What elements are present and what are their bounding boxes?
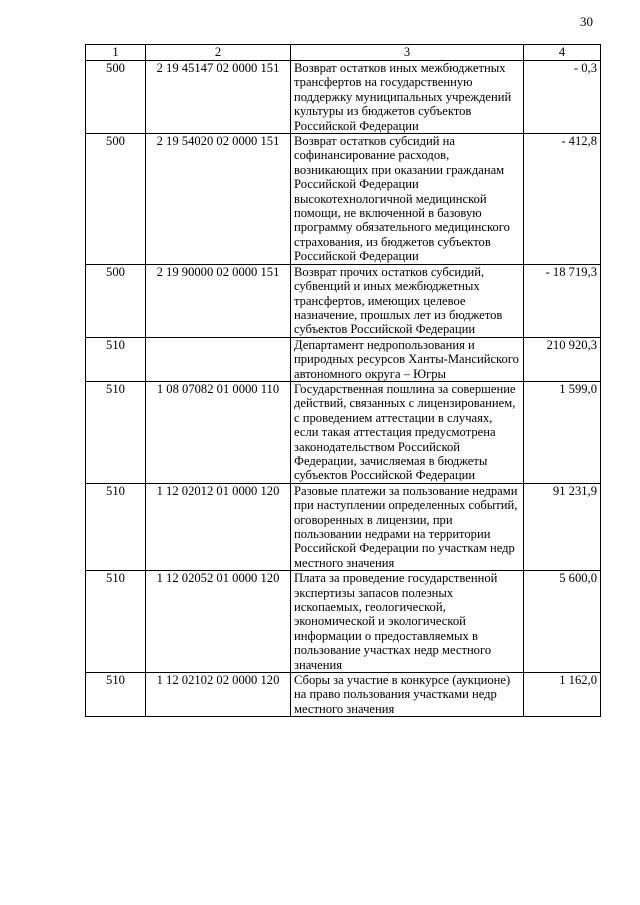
- admin-code-cell: 510: [86, 571, 146, 673]
- name-cell: Возврат остатков субсидий на софинансирование расходов, возникающих при оказании гражданам Российской Федерации высокотехнологичной медицинской помощи, не включенной в базовую программу обязательного медицинского страхования, из бюджетов субъектов Российской Федерации: [291, 134, 524, 265]
- amount-cell: 210 920,3: [524, 337, 601, 381]
- amount-cell: 5 600,0: [524, 571, 601, 673]
- amount-cell: - 18 719,3: [524, 264, 601, 337]
- admin-code-cell: 510: [86, 381, 146, 483]
- table-body: [86, 61, 601, 717]
- header-cell-kbk: 2: [146, 45, 291, 61]
- kbk-cell: 1 12 02052 01 0000 120: [146, 571, 291, 673]
- amount-cell: - 0,3: [524, 61, 601, 134]
- kbk-cell: 1 12 02102 02 0000 120: [146, 673, 291, 717]
- name-cell: Плата за проведение государственной экспертизы запасов полезных ископаемых, геологической, экономической и экологической информации о предоставляемых в пользование участках недр местного значения: [291, 571, 524, 673]
- kbk-cell: 2 19 90000 02 0000 151: [146, 264, 291, 337]
- name-cell: Разовые платежи за пользование недрами при наступлении определенных событий, оговоренных в лицензии, при пользовании недрами на территории Российской Федерации по участкам недр местного значения: [291, 483, 524, 570]
- kbk-cell: 2 19 45147 02 0000 151: [146, 61, 291, 134]
- header-cell-amount: 4: [524, 45, 601, 61]
- amount-cell: - 412,8: [524, 134, 601, 265]
- table-header: [86, 45, 601, 61]
- table-row: [86, 381, 601, 483]
- kbk-cell: [146, 337, 291, 381]
- amount-cell: 91 231,9: [524, 483, 601, 570]
- page-number: 30: [580, 14, 593, 29]
- admin-code-cell: 500: [86, 134, 146, 265]
- name-cell: Государственная пошлина за совершение действий, связанных с лицензированием, с проведением аттестации в случаях, если такая аттестация предусмотрена законодательством Российской Федерации, зачисляемая в бюджеты субъектов Российской Федерации: [291, 381, 524, 483]
- header-cell-admin-code: 1: [86, 45, 146, 61]
- table-row: [86, 571, 601, 673]
- kbk-cell: 1 08 07082 01 0000 110: [146, 381, 291, 483]
- header-row: [86, 45, 601, 61]
- table-row: [86, 61, 601, 134]
- name-cell: Возврат остатков иных межбюджетных трансфертов на государственную поддержку муниципальных учреждений культуры из бюджетов субъектов Российской Федерации: [291, 61, 524, 134]
- kbk-cell: 2 19 54020 02 0000 151: [146, 134, 291, 265]
- admin-code-cell: 500: [86, 61, 146, 134]
- admin-code-cell: 510: [86, 673, 146, 717]
- header-cell-name: 3: [291, 45, 524, 61]
- amount-cell: 1 162,0: [524, 673, 601, 717]
- table-row: [86, 483, 601, 570]
- table-row: [86, 337, 601, 381]
- admin-code-cell: 510: [86, 337, 146, 381]
- table-row: [86, 264, 601, 337]
- table-row: [86, 134, 601, 265]
- name-cell: Сборы за участие в конкурсе (аукционе) на право пользования участками недр местного значения: [291, 673, 524, 717]
- amount-cell: 1 599,0: [524, 381, 601, 483]
- kbk-cell: 1 12 02012 01 0000 120: [146, 483, 291, 570]
- table-row: [86, 673, 601, 717]
- budget-table: [85, 44, 601, 717]
- admin-code-cell: 500: [86, 264, 146, 337]
- name-cell: Возврат прочих остатков субсидий, субвенций и иных межбюджетных трансфертов, имеющих целевое назначение, прошлых лет из бюджетов субъектов Российской Федерации: [291, 264, 524, 337]
- admin-code-cell: 510: [86, 483, 146, 570]
- name-cell: Департамент недропользования и природных ресурсов Ханты-Мансийского автономного округа – Югры: [291, 337, 524, 381]
